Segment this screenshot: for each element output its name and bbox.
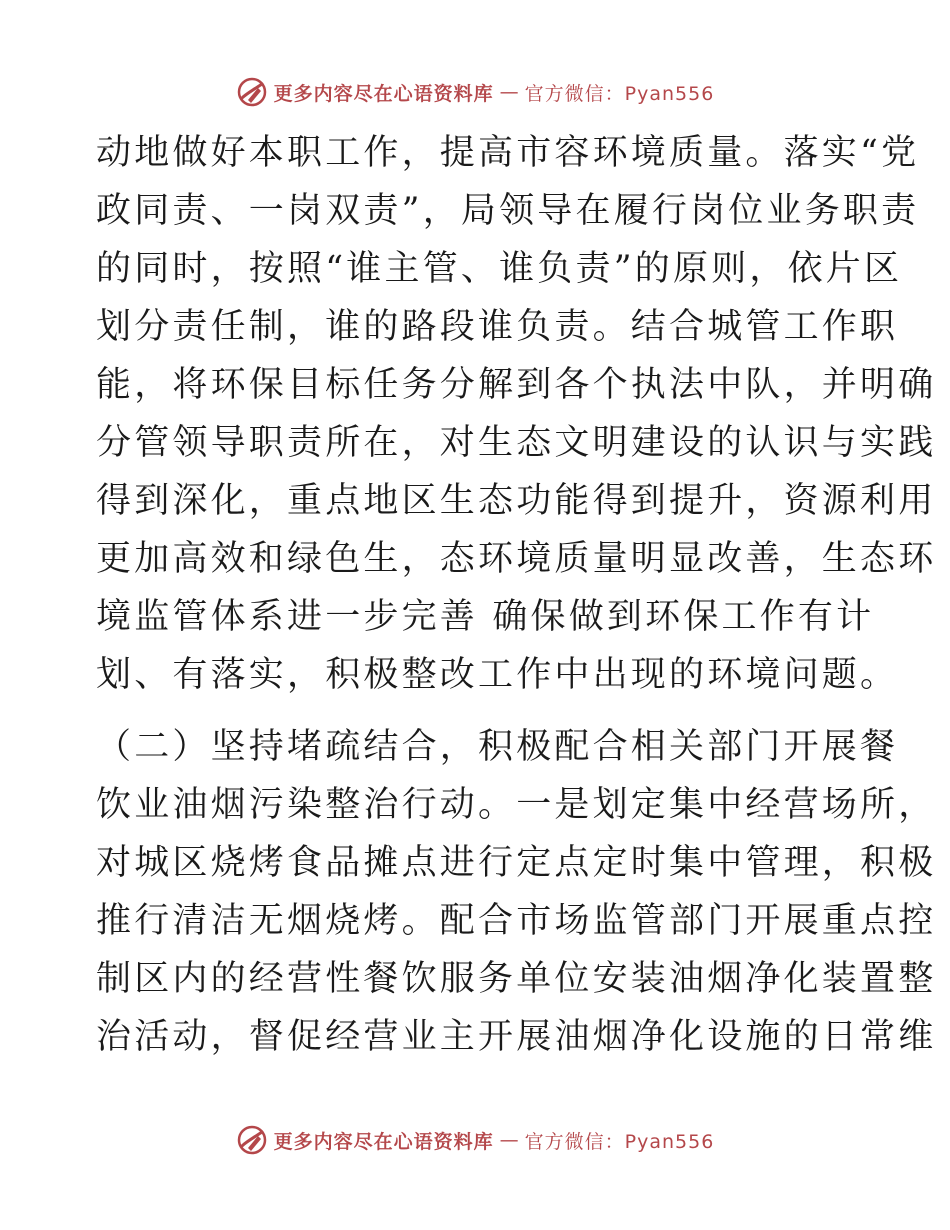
pen-logo-icon xyxy=(236,76,268,108)
text-line: 饮业油烟污染整治行动。一是划定集中经营场所， xyxy=(96,785,937,825)
text-line: 划分责任制，谁的路段谁负责。结合城管工作职 xyxy=(96,307,899,347)
paragraph-1 xyxy=(96,124,937,704)
pen-logo-icon xyxy=(236,1124,268,1156)
text-line: 治活动，督促经营业主开展油烟净化设施的日常维 xyxy=(96,1017,937,1057)
watermark-suffix: 官方微信：Pyan556 xyxy=(524,1130,715,1153)
text-line: 政同责、一岗双责”，局领导在履行岗位业务职责 xyxy=(96,191,920,231)
text-line: 推行清洁无烟烧烤。配合市场监管部门开展重点控 xyxy=(96,901,937,941)
text-line: 对城区烧烤食品摊点进行定点定时集中管理，积极 xyxy=(96,843,937,883)
text-line: （二）坚持堵疏结合，积极配合相关部门开展餐 xyxy=(96,727,899,767)
watermark-separator: — xyxy=(499,81,519,103)
watermark-text: 更多内容尽在心语资料库 xyxy=(273,1130,494,1153)
watermark-text: 更多内容尽在心语资料库 xyxy=(273,82,494,105)
text-line: 能，将环保目标任务分解到各个执法中队，并明确 xyxy=(96,365,937,405)
text-line: 分管领导职责所在，对生态文明建设的认识与实践 xyxy=(96,423,937,463)
text-line: 制区内的经营性餐饮服务单位安装油烟净化装置整 xyxy=(96,959,937,999)
text-line: 得到深化，重点地区生态功能得到提升，资源利用 xyxy=(96,481,937,521)
text-line: 境监管体系进一步完善 确保做到环保工作有计 xyxy=(96,597,875,637)
text-line: 更加高效和绿色生，态环境质量明显改善，生态环 xyxy=(96,539,937,579)
text-line: 动地做好本职工作，提高市容环境质量。落实“党 xyxy=(96,133,920,173)
text-line: 的同时，按照“谁主管、谁负责”的原则，依片区 xyxy=(96,249,903,289)
paragraph-2 xyxy=(96,718,937,1066)
text-line: 划、有落实，积极整改工作中出现的环境问题。 xyxy=(96,655,899,695)
document-body xyxy=(96,124,937,1066)
watermark-separator: — xyxy=(499,1129,519,1151)
footer-watermark xyxy=(0,1120,950,1160)
watermark-suffix: 官方微信：Pyan556 xyxy=(524,82,715,105)
paragraph-spacer xyxy=(96,704,856,718)
header-watermark xyxy=(0,72,950,112)
